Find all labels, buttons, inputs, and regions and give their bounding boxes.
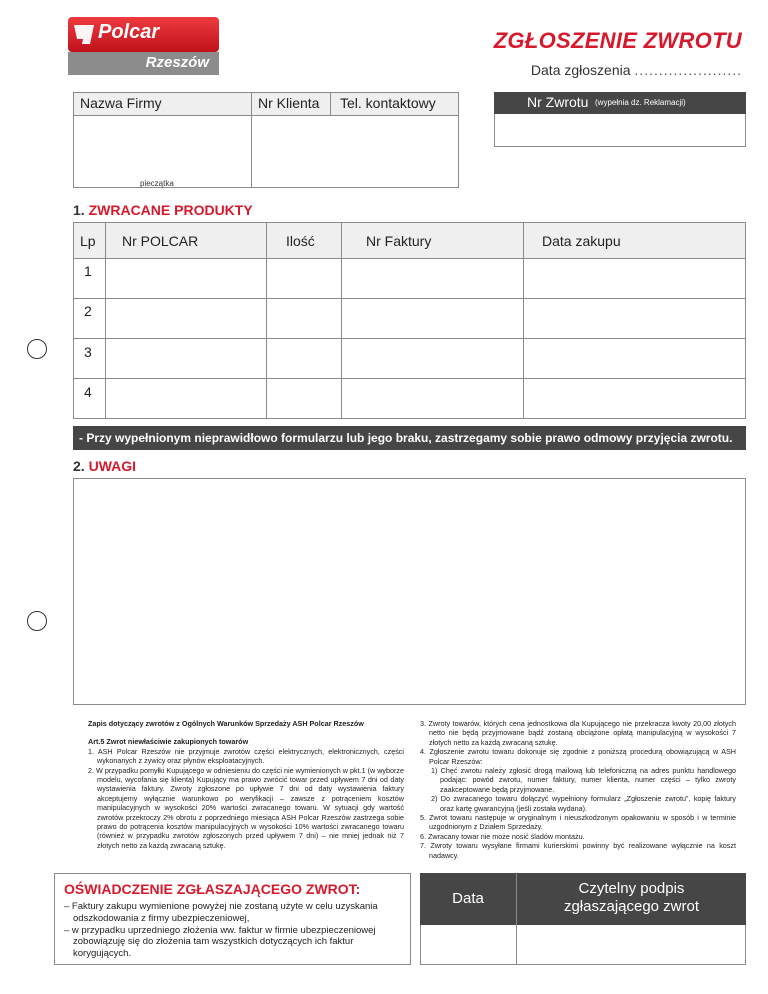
column-header-lp: Lp <box>80 233 96 249</box>
stamp-label: pieczątka <box>140 179 174 188</box>
polcar-logo <box>68 17 219 75</box>
row-number-1: 1 <box>84 263 92 279</box>
form-title: ZGŁOSZENIE ZWROTU <box>493 28 742 53</box>
statement-text <box>64 901 404 960</box>
section-1-name: ZWRACANE PRODUKTY <box>88 202 253 218</box>
product-row-1[interactable] <box>106 259 745 298</box>
row-number-3: 3 <box>84 344 92 360</box>
terms-point-3: 3. Zwroty towarów, których cena jednostkowa dla Kupującego nie przekracza kwoty 20,00 złotych netto nie będą przyjmowane bądź zostaną obciążone opłatą manipulacyjną w wysokości 7 złotych netto za każdą zwracaną sztukę. <box>420 719 736 747</box>
terms-point-5: 5. Zwrot towaru następuje w oryginalnym i nieuszkodzonym opakowaniu w sposób i w terminie uzgodnionym z Działem Sprzedaży. <box>420 813 736 832</box>
statement-line-2: – w przypadku uprzedniego złożenia ww. faktur w firmie ubezpieczeniowej zobowiązuję się do złożenia tam wszystkich dotyczących ich faktur korygujących. <box>64 924 376 960</box>
divider <box>330 92 331 115</box>
statement-line-1: – Faktury zakupu wymienione powyżej nie zostaną użyte w celu uzyskania odszkodowania z firmy ubezpieczeniowej, <box>64 901 378 924</box>
submission-date-label: Data zgłoszenia <box>530 62 631 78</box>
logo-city-text: Rzeszów <box>145 54 209 71</box>
company-name-field[interactable] <box>74 116 251 187</box>
signature-label-line-2: zgłaszającego zwrot <box>563 898 700 915</box>
signature-label <box>517 873 746 916</box>
return-number-label: Nr Zwrotu <box>527 94 589 110</box>
statement-title: OŚWIADCZENIE ZGŁASZAJĄCEGO ZWROT: <box>64 881 361 897</box>
row-number-4: 4 <box>84 384 92 400</box>
terms-point-4-1: 1) Chęć zwrotu należy zgłosić drogą mailową lub telefoniczną na adres punktu handlowego podając: powód zwrotu, numer faktury, numer klienta, numer części – tylko zwroty zaakceptowane będą przyjmowane. <box>431 766 736 794</box>
section-2-name: UWAGI <box>88 458 137 474</box>
return-number-header <box>494 92 746 114</box>
remarks-field[interactable] <box>73 478 746 705</box>
submission-date-dots: ...................... <box>634 62 742 78</box>
terms-point-2: 2. W przypadku pomyłki Kupującego w odniesieniu do części nie wymienionych w pkt.1 (w wyborze modelu, wycofania się klienta) Kupujący ma prawo zwrócić towar przed upływem 7 dni od daty wystawienia faktury. Zwroty zgłoszone po upływie 7 dni od daty wystawienia faktury akceptujemy wyłącznie warunkowo po weryfikacji – zawsze z potrąceniem kosztów manipulacyjnych w wysokości 20% wartości zwracanego towaru. W sytuacji gdy wartość zwrotów przekroczy 2% obrotu z poprzedniego miesiąca ASH Polcar Rzeszów zastrzega sobie prawo do potrącenia kosztów manipulacyjnych w wysokości 10% wartości zwracanego towaru (również w przypadku zwrotów zgłoszonych przed upływem 7 dni) – nie mniej jednak niż 7 złotych netto za każdą zwracaną sztukę. <box>88 765 404 850</box>
column-header-purchase-date: Data zakupu <box>542 233 621 249</box>
section-1-title <box>73 202 253 218</box>
company-name-label: Nazwa Firmy <box>80 95 162 111</box>
terms-heading: Zapis dotyczący zwrotów z Ogólnych Warunków Sprzedaży ASH Polcar Rzeszów <box>88 719 364 728</box>
column-header-polcar-number: Nr POLCAR <box>122 233 199 249</box>
date-header <box>420 873 516 925</box>
signature-field[interactable] <box>517 926 745 964</box>
product-row-3[interactable] <box>106 339 745 378</box>
submission-date[interactable] <box>531 62 742 78</box>
row-number-2: 2 <box>84 303 92 319</box>
warning-bar: - Przy wypełnionym nieprawidłowo formularzu lub jego braku, zastrzegamy sobie prawo odmowy przyjęcia zwrotu. <box>73 426 746 450</box>
client-phone-field[interactable] <box>252 116 458 187</box>
terms-point-1: 1. ASH Polcar Rzeszów nie przyjmuje zwrotów części elektrycznych, elektronicznych, części wykonanych z żywicy oraz płynów eksploatacyjnych. <box>88 746 404 766</box>
terms-point-4: 4. Zgłoszenie zwrotu towaru dokonuje się zgodnie z poniższą procedurą obowiązującą w ASH Polcar Rzeszów: <box>420 747 736 766</box>
statement-box <box>54 873 411 965</box>
terms-point-4-2: 2) Do zwracanego towaru dołączyć wypełniony formularz „Zgłoszenie zwrotu”, kopię faktury oraz kartę gwarancyjną (jeśli została wydana). <box>431 794 736 813</box>
terms-article-heading: Art.5 Zwrot niewłaściwie zakupionych towarów <box>88 737 249 747</box>
terms-left-column <box>88 719 404 850</box>
phone-label: Tel. kontaktowy <box>340 95 436 111</box>
return-number-note: (wypełnia dz. Reklamacji) <box>595 98 686 107</box>
terms-right-column <box>420 719 736 860</box>
terms-point-6: 6. Zwracany towar nie może nosić śladów montażu. <box>420 831 585 841</box>
terms-point-7: 7. Zwroty towaru wysyłane firmami kurierskimi powinny być realizowane wyłącznie na koszt nadawcy. <box>420 841 736 860</box>
product-row-4[interactable] <box>106 379 745 418</box>
section-2-title <box>73 458 136 474</box>
punch-hole-circle <box>27 339 47 359</box>
section-1-number: 1. <box>73 202 85 218</box>
signature-date-field[interactable] <box>421 926 516 964</box>
product-row-2[interactable] <box>106 299 745 338</box>
signature-date-label: Data <box>452 890 484 907</box>
column-header-quantity: Ilość <box>286 233 315 249</box>
logo-brand-text: Polcar <box>98 21 160 43</box>
section-2-number: 2. <box>73 458 85 474</box>
punch-hole-circle <box>27 611 47 631</box>
column-header-invoice-number: Nr Faktury <box>366 233 432 249</box>
signature-header <box>517 873 746 925</box>
client-number-label: Nr Klienta <box>258 95 320 111</box>
signature-label-line-1: Czytelny podpis <box>578 880 685 897</box>
